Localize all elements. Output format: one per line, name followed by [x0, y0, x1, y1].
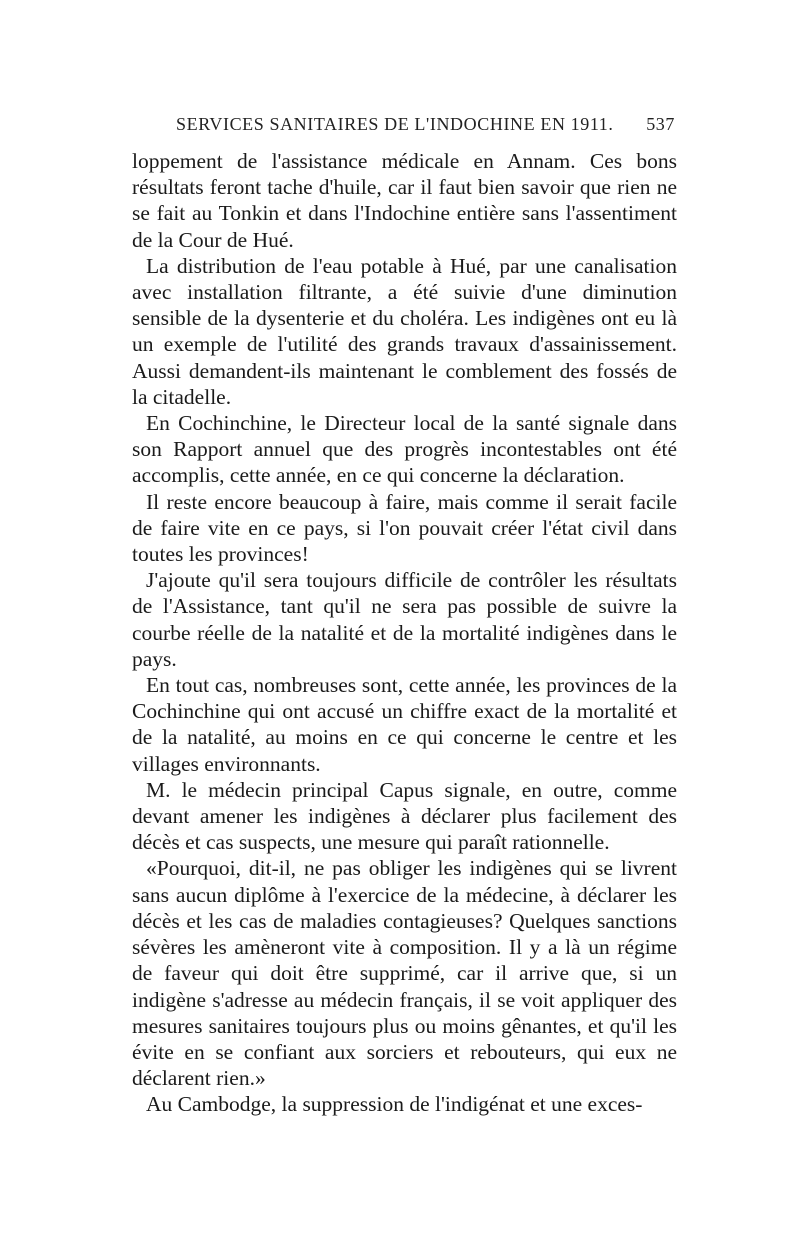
- paragraph: Il reste encore beaucoup à faire, mais comme il serait facile de faire vite en ce pays, si l'on pouvait créer l'état civil dans toutes les provinces!: [132, 489, 677, 567]
- paragraph: La distribution de l'eau potable à Hué, par une canalisation avec installation filtrante, a été suivie d'une diminution sensible de la dysenterie et du choléra. Les indigènes ont eu là un exemple de l'utilité des grands travaux d'assainissement. Aussi demandent-ils maintenant le comblement des fossés de la citadelle.: [132, 253, 677, 409]
- paragraph: M. le médecin principal Capus signale, en outre, comme devant amener les indigènes à déclarer plus facilement des décès et cas suspects, une mesure qui paraît rationnelle.: [132, 777, 677, 855]
- body-text: [132, 148, 677, 1118]
- paragraph: loppement de l'assistance médicale en Annam. Ces bons résultats feront tache d'huile, car il faut bien savoir que rien ne se fait au Tonkin et dans l'Indochine entière sans l'assentiment de la Cour de Hué.: [132, 149, 677, 252]
- page-number: 537: [646, 114, 675, 134]
- paragraph: «Pourquoi, dit-il, ne pas obliger les indigènes qui se livrent sans aucun diplôme à l'exercice de la médecine, à déclarer les décès et les cas de maladies contagieuses? Quelques sanctions sévères les amèneront vite à composition. Il y a là un régime de faveur qui doit être supprimé, car il arrive que, si un indigène s'adresse au médecin français, il se voit appliquer des mesures sanitaires toujours plus ou moins gênantes, et qu'il les évite en se confiant aux sorciers et rebouteurs, qui eux ne déclarent rien.»: [132, 856, 677, 1091]
- paragraph: En Cochinchine, le Directeur local de la santé signale dans son Rapport annuel que des progrès incontestables ont été accomplis, cette année, en ce qui concerne la déclaration.: [132, 411, 677, 488]
- paragraph: Au Cambodge, la suppression de l'indigénat et une exces-: [146, 1092, 643, 1117]
- running-header: [132, 114, 675, 140]
- paragraph: En tout cas, nombreuses sont, cette année, les provinces de la Cochinchine qui ont accusé un chiffre exact de la mortalité et de la natalité, au moins en ce qui concerne le centre et les villages environnants.: [132, 673, 677, 776]
- paragraph: J'ajoute qu'il sera toujours difficile de contrôler les résultats de l'Assistance, tant qu'il ne sera pas possible de suivre la courbe réelle de la natalité et de la mortalité indigènes dans le pays.: [132, 568, 677, 671]
- running-title: SERVICES SANITAIRES DE L'INDOCHINE EN 1911.: [176, 114, 614, 134]
